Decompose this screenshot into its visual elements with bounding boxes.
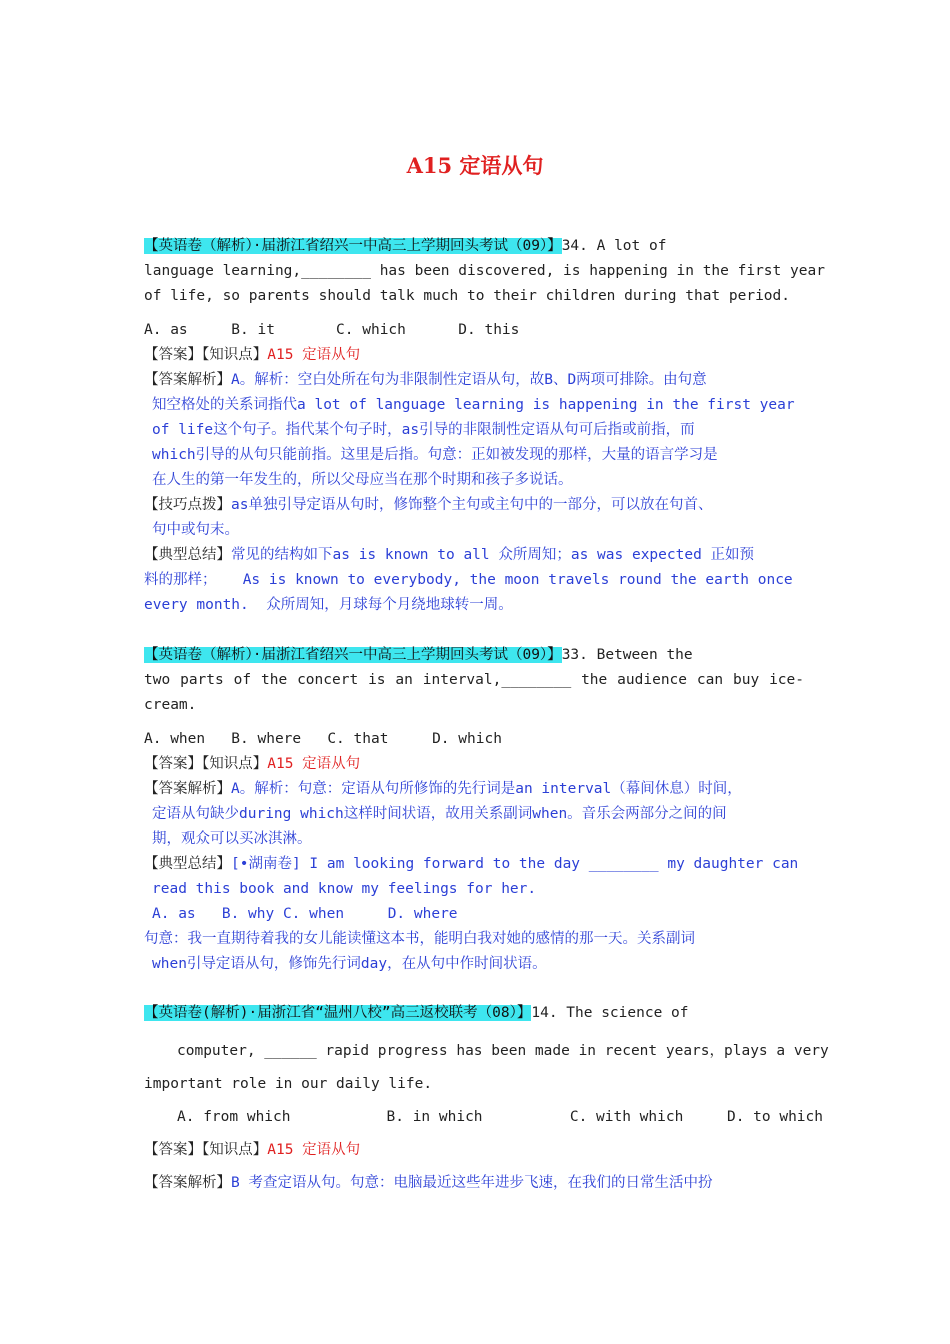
page-title: A15 定语从句 bbox=[406, 153, 544, 178]
q2-answer-label: 【答案】【知识点】 bbox=[144, 756, 268, 772]
q2-answer-tag: A15 定语从句 bbox=[267, 756, 361, 772]
q3-analysis-text-1: B 考查定语从句。句意：电脑最近这些年进步飞速，在我们的日常生活中扮 bbox=[231, 1175, 713, 1191]
q1-tip-1 bbox=[144, 495, 712, 515]
q1-analysis-1 bbox=[144, 370, 707, 390]
q3-source: 【英语卷(解析)·届浙江省“温州八校”高三返校联考（08）】 bbox=[144, 1005, 532, 1021]
q2-analysis-3: 期，观众可以买冰淇淋。 bbox=[152, 831, 312, 847]
q2-analysis-label: 【答案解析】 bbox=[144, 781, 231, 797]
q2-summary-4: 句意：我一直期待着我的女儿能读懂这本书，能明白我对她的感情的那一天。关系副词 bbox=[144, 931, 695, 947]
q3-header bbox=[144, 1003, 689, 1023]
q2-stem-2: two parts of the concert is an interval,________ the audience can buy ice- bbox=[144, 672, 804, 688]
q1-stem-1: 34. A lot of bbox=[561, 238, 667, 254]
q1-summary-label: 【典型总结】 bbox=[144, 547, 231, 563]
q2-summary-5: when引导定语从句，修饰先行词day，在从句中作时间状语。 bbox=[152, 956, 547, 972]
q1-answer-label: 【答案】【知识点】 bbox=[144, 347, 268, 363]
q2-analysis-2: 定语从句缺少during which这样时间状语，故用关系副词when。音乐会两部分之间的间 bbox=[152, 806, 727, 822]
q1-analysis-label: 【答案解析】 bbox=[144, 372, 231, 388]
q2-source: 【英语卷（解析）·届浙江省绍兴一中高三上学期回头考试（09）】 bbox=[144, 647, 562, 663]
q3-stem-3: important role in our daily life. bbox=[144, 1076, 433, 1092]
q2-summary-1 bbox=[144, 854, 798, 874]
q1-answer bbox=[144, 345, 360, 365]
q2-stem-1: 33. Between the bbox=[561, 647, 693, 663]
q1-summary-text-1: 常见的结构如下as is known to all 众所周知；as was expected 正如预 bbox=[231, 547, 755, 563]
q2-analysis-1 bbox=[144, 779, 742, 799]
q1-summary-2: 料的那样； As is known to everybody, the moon travels round the earth once bbox=[144, 572, 793, 588]
q2-answer bbox=[144, 754, 360, 774]
q2-stem-3: cream. bbox=[144, 697, 197, 713]
q1-analysis-5: 在人生的第一年发生的，所以父母应当在那个时期和孩子多说话。 bbox=[152, 472, 573, 488]
q1-analysis-2: 知空格处的关系词指代a lot of language learning is happening in the first year bbox=[152, 397, 795, 413]
q2-summary-2: read this book and know my feelings for her. bbox=[152, 881, 537, 897]
q3-stem-1: 14. The science of bbox=[531, 1005, 689, 1021]
q3-options: A. from which B. in which C. with which D. to which bbox=[177, 1109, 824, 1125]
q2-analysis-text-1: A。解析：句意：定语从句所修饰的先行词是an interval（幕间休息）时间， bbox=[231, 781, 742, 797]
q3-analysis-1 bbox=[144, 1173, 712, 1193]
q2-summary-3: A. as B. why C. when D. where bbox=[152, 906, 458, 922]
q1-header bbox=[144, 236, 666, 256]
q2-summary-label: 【典型总结】 bbox=[144, 856, 231, 872]
q1-summary-1 bbox=[144, 545, 754, 565]
q1-stem-3: of life, so parents should talk much to their children during that period. bbox=[144, 288, 791, 304]
q1-analysis-3: of life这个句子。指代某个句子时，as引导的非限制性定语从句可后指或前指，而 bbox=[152, 422, 695, 438]
q1-analysis-4: which引导的从句只能前指。这里是后指。句意：正如被发现的那样，大量的语言学习是 bbox=[152, 447, 718, 463]
q1-options: A. as B. it C. which D. this bbox=[144, 322, 520, 338]
q1-tip-2: 句中或句末。 bbox=[152, 522, 239, 538]
q1-answer-tag: A15 定语从句 bbox=[267, 347, 361, 363]
q1-source: 【英语卷（解析）·届浙江省绍兴一中高三上学期回头考试（09）】 bbox=[144, 238, 562, 254]
q3-analysis-label: 【答案解析】 bbox=[144, 1175, 231, 1191]
q3-answer bbox=[144, 1140, 360, 1160]
q2-options: A. when B. where C. that D. which bbox=[144, 731, 502, 747]
q1-summary-3: every month. 众所周知，月球每个月绕地球转一周。 bbox=[144, 597, 513, 613]
q1-analysis-text-1: A。解析：空白处所在句为非限制性定语从句，故B、D两项可排除。由句意 bbox=[231, 372, 707, 388]
q2-summary-text-1: [•湖南卷] I am looking forward to the day ________ my daughter can bbox=[231, 856, 799, 872]
q1-stem-2: language learning,________ has been discovered, is happening in the first year bbox=[144, 263, 825, 279]
q3-answer-tag: A15 定语从句 bbox=[267, 1142, 361, 1158]
q2-header bbox=[144, 645, 693, 665]
q1-tip-text-1: as单独引导定语从句时，修饰整个主句或主句中的一部分，可以放在句首、 bbox=[231, 497, 713, 513]
q1-tip-label: 【技巧点拨】 bbox=[144, 497, 231, 513]
q3-answer-label: 【答案】【知识点】 bbox=[144, 1142, 268, 1158]
q3-stem-2: computer, ______ rapid progress has been made in recent years，plays a very bbox=[177, 1043, 829, 1059]
